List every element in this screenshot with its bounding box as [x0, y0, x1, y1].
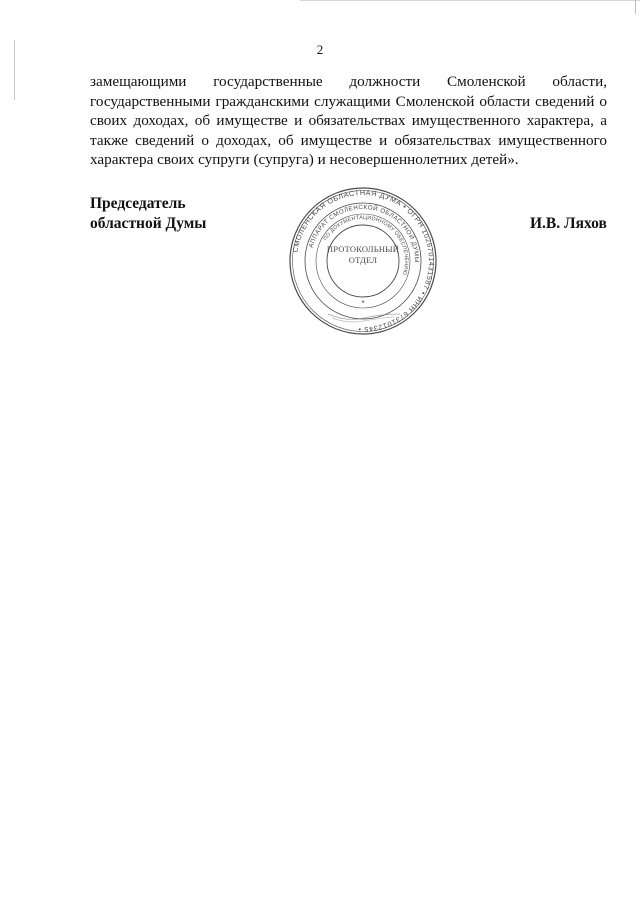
- stamp-inner-label: [288, 244, 438, 266]
- official-stamp-seal: [288, 186, 438, 336]
- signer-title: [90, 194, 206, 233]
- stamp-ring-text: СМОЛЕНСКАЯ ОБЛАСТНАЯ ДУМА • ОГРН 1026701431587 • ИНН 6731012345 •: [290, 187, 437, 335]
- body-line: замещающими государственные должности Смоленской области,: [90, 73, 607, 90]
- body-line: также сведений о доходах, об имуществе и обязательствах имущественного: [90, 131, 607, 149]
- stamp-ring-text: ПО ДОКУМЕНТАЦИОННОМУ ОБЕСПЕЧЕНИЮ: [322, 214, 410, 276]
- body-paragraph: [90, 72, 607, 170]
- stamp-ring-text: АППАРАТ СМОЛЕНСКОЙ ОБЛАСТНОЙ ДУМЫ: [307, 203, 421, 263]
- body-line: характера своих супруги (супруга) и несовершеннолетних детей».: [90, 151, 519, 169]
- body-line: своих доходах, об имуществе и обязательствах имущественного характера, а: [90, 112, 607, 130]
- scan-edge-top: [300, 0, 640, 1]
- stamp-star-icon: *: [361, 299, 365, 308]
- signer-title-line: областной Думы: [90, 214, 207, 232]
- stamp-inner-line: ПРОТОКОЛЬНЫЙ: [326, 244, 400, 254]
- body-line: государственными гражданскими служащими Смоленской области сведений о: [90, 92, 607, 110]
- signer-title-line: Председатель: [90, 195, 186, 212]
- signer-name: И.В. Ляхов: [530, 215, 607, 232]
- stamp-inner-line: ОТДЕЛ: [348, 255, 378, 265]
- page-number: 2: [316, 42, 324, 57]
- scan-corner-mark: [635, 0, 636, 14]
